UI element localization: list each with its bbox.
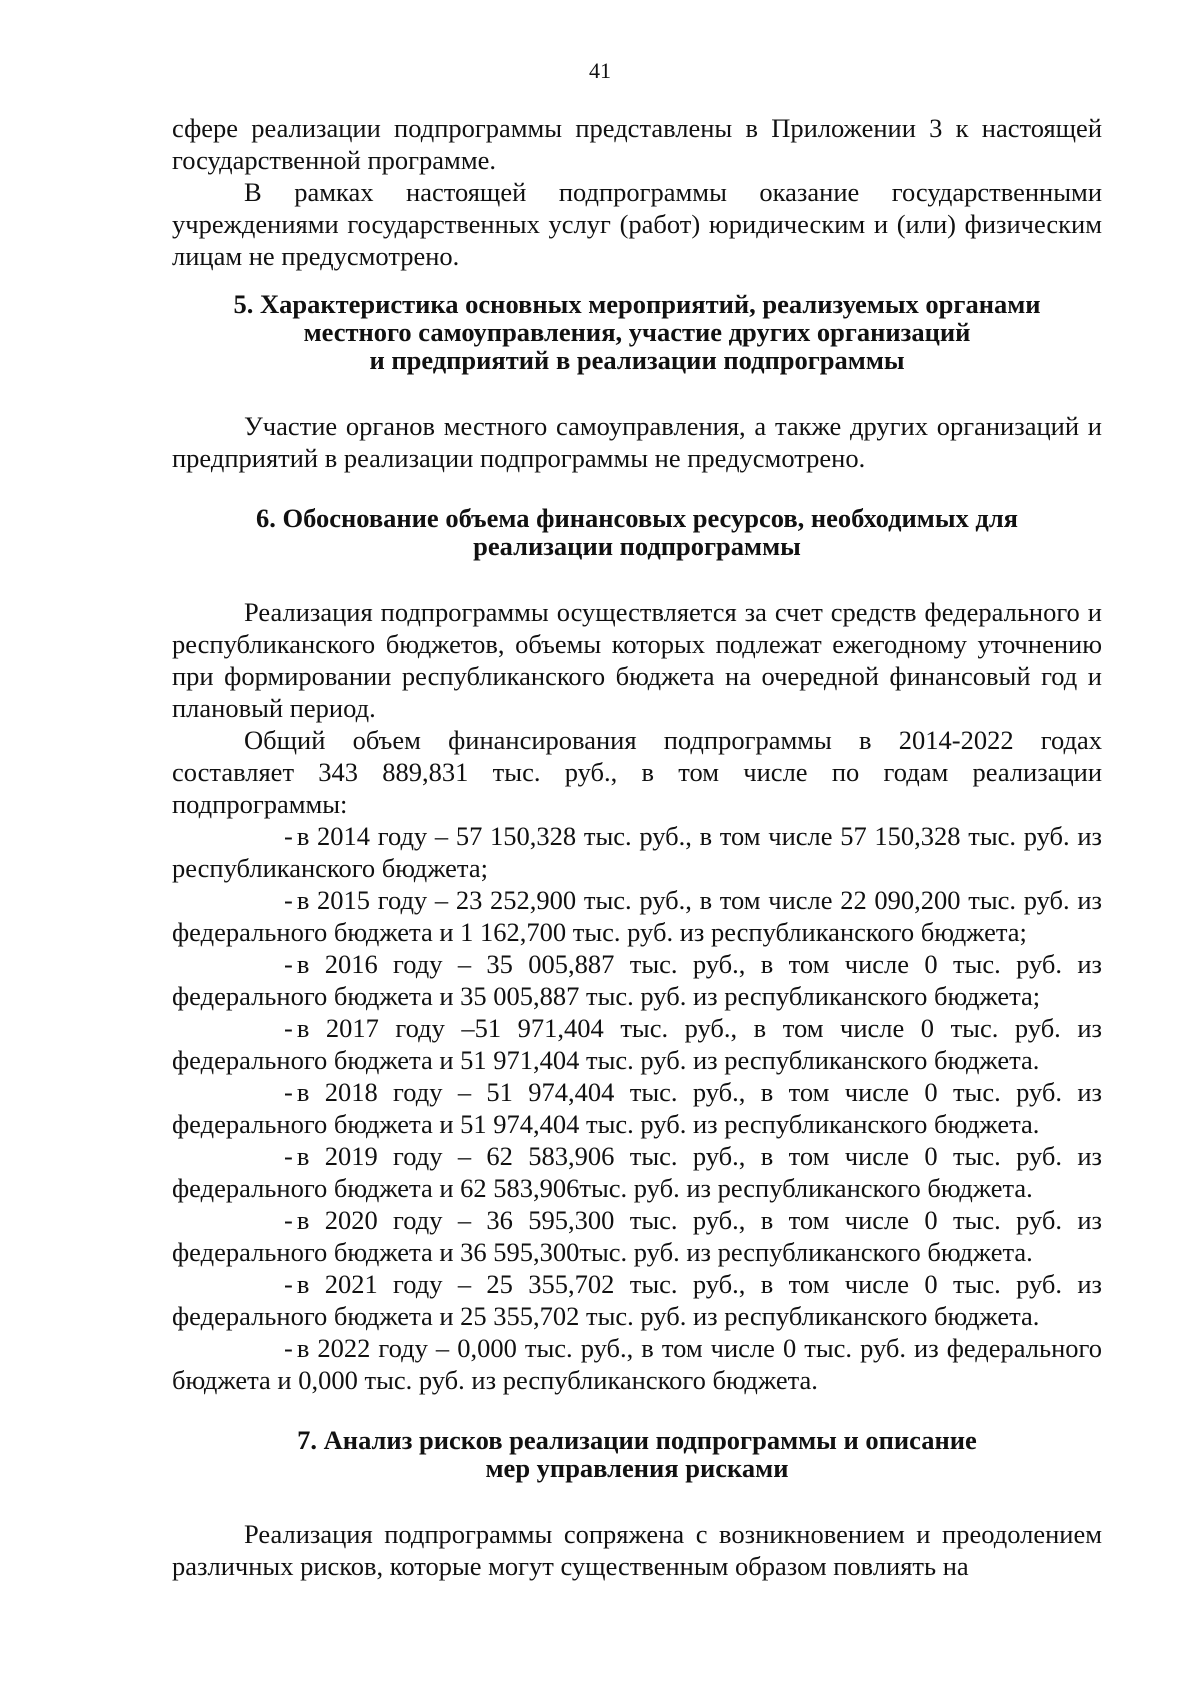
heading-line: 5. Характеристика основных мероприятий, реализуемых органами	[233, 289, 1041, 319]
list-dash: -	[284, 1077, 293, 1107]
list-item-2020	[172, 1204, 1102, 1268]
list-item-2017	[172, 1012, 1102, 1076]
section-5-paragraph: Участие органов местного самоуправления, а также других организаций и предприятий в реализации подпрограммы не предусмотрено.	[172, 411, 1102, 473]
list-item-text: в 2015 году – 23 252,900 тыс. руб., в том числе 22 090,200 тыс. руб. из федерального бюджета и 1 162,700 тыс. руб. из республиканского бюджета;	[172, 885, 1102, 947]
services-paragraph: В рамках настоящей подпрограммы оказание государственными учреждениями государственных услуг (работ) юридическим и (или) физическим лицам не предусмотрено.	[172, 177, 1102, 271]
heading-line: реализации подпрограммы	[473, 531, 801, 561]
list-item-text: в 2020 году – 36 595,300 тыс. руб., в том числе 0 тыс. руб. из федерального бюджета и 36 595,300тыс. руб. из республиканского бюджета.	[172, 1205, 1102, 1267]
list-item-2016	[172, 948, 1102, 1012]
section-5-heading	[172, 290, 1102, 374]
list-item-2021	[172, 1268, 1102, 1332]
list-dash: -	[284, 949, 293, 979]
list-dash: -	[284, 1205, 293, 1235]
list-item-2015	[172, 884, 1102, 948]
document-body	[172, 112, 1102, 1582]
list-item-text: в 2019 году – 62 583,906 тыс. руб., в том числе 0 тыс. руб. из федерального бюджета и 62 583,906тыс. руб. из республиканского бюджета.	[172, 1141, 1102, 1203]
list-dash: -	[284, 1333, 293, 1363]
list-dash: -	[284, 821, 293, 851]
list-dash: -	[284, 1141, 293, 1171]
list-item-text: в 2021 году – 25 355,702 тыс. руб., в том числе 0 тыс. руб. из федерального бюджета и 25 355,702 тыс. руб. из республиканского бюджета.	[172, 1269, 1102, 1331]
continued-paragraph: сфере реализации подпрограммы представлены в Приложении 3 к настоящей государственной программе.	[172, 113, 1102, 175]
page-number: 41	[589, 58, 611, 83]
section-6-paragraph-1: Реализация подпрограммы осуществляется за счет средств федерального и республиканского бюджетов, объемы которых подлежат ежегодному уточнению при формировании республиканского бюджета на очередной финансовый год и плановый период.	[172, 597, 1102, 723]
list-dash: -	[284, 1013, 293, 1043]
list-dash: -	[284, 885, 293, 915]
heading-line: и предприятий в реализации подпрограммы	[369, 345, 905, 375]
heading-line: мер управления рисками	[485, 1453, 789, 1483]
list-item-2022	[172, 1332, 1102, 1396]
section-6-paragraph-2: Общий объем финансирования подпрограммы в 2014-2022 годах составляет 343 889,831 тыс. руб., в том числе по годам реализации подпрограммы:	[172, 725, 1102, 819]
section-7-heading	[172, 1426, 1102, 1482]
section-7-paragraph: Реализация подпрограммы сопряжена с возникновением и преодолением различных рисков, которые могут существенным образом повлиять на	[172, 1519, 1102, 1581]
list-item-text: в 2018 году – 51 974,404 тыс. руб., в том числе 0 тыс. руб. из федерального бюджета и 51 974,404 тыс. руб. из республиканского бюджета.	[172, 1077, 1102, 1139]
list-item-text: в 2022 году – 0,000 тыс. руб., в том числе 0 тыс. руб. из федерального бюджета и 0,000 тыс. руб. из республиканского бюджета.	[172, 1333, 1102, 1395]
list-item-2019	[172, 1140, 1102, 1204]
list-item-text: в 2016 году – 35 005,887 тыс. руб., в том числе 0 тыс. руб. из федерального бюджета и 35 005,887 тыс. руб. из республиканского бюджета;	[172, 949, 1102, 1011]
list-item-2014	[172, 820, 1102, 884]
section-6-heading	[172, 504, 1102, 560]
list-item-text: в 2014 году – 57 150,328 тыс. руб., в том числе 57 150,328 тыс. руб. из республиканского бюджета;	[172, 821, 1102, 883]
heading-line: 6. Обоснование объема финансовых ресурсов, необходимых для	[255, 503, 1019, 533]
list-dash: -	[284, 1269, 293, 1299]
heading-line: 7. Анализ рисков реализации подпрограммы и описание	[297, 1425, 977, 1455]
list-item-2018	[172, 1076, 1102, 1140]
heading-line: местного самоуправления, участие других организаций	[303, 317, 971, 347]
list-item-text: в 2017 году –51 971,404 тыс. руб., в том числе 0 тыс. руб. из федерального бюджета и 51 971,404 тыс. руб. из республиканского бюджета.	[172, 1013, 1102, 1075]
